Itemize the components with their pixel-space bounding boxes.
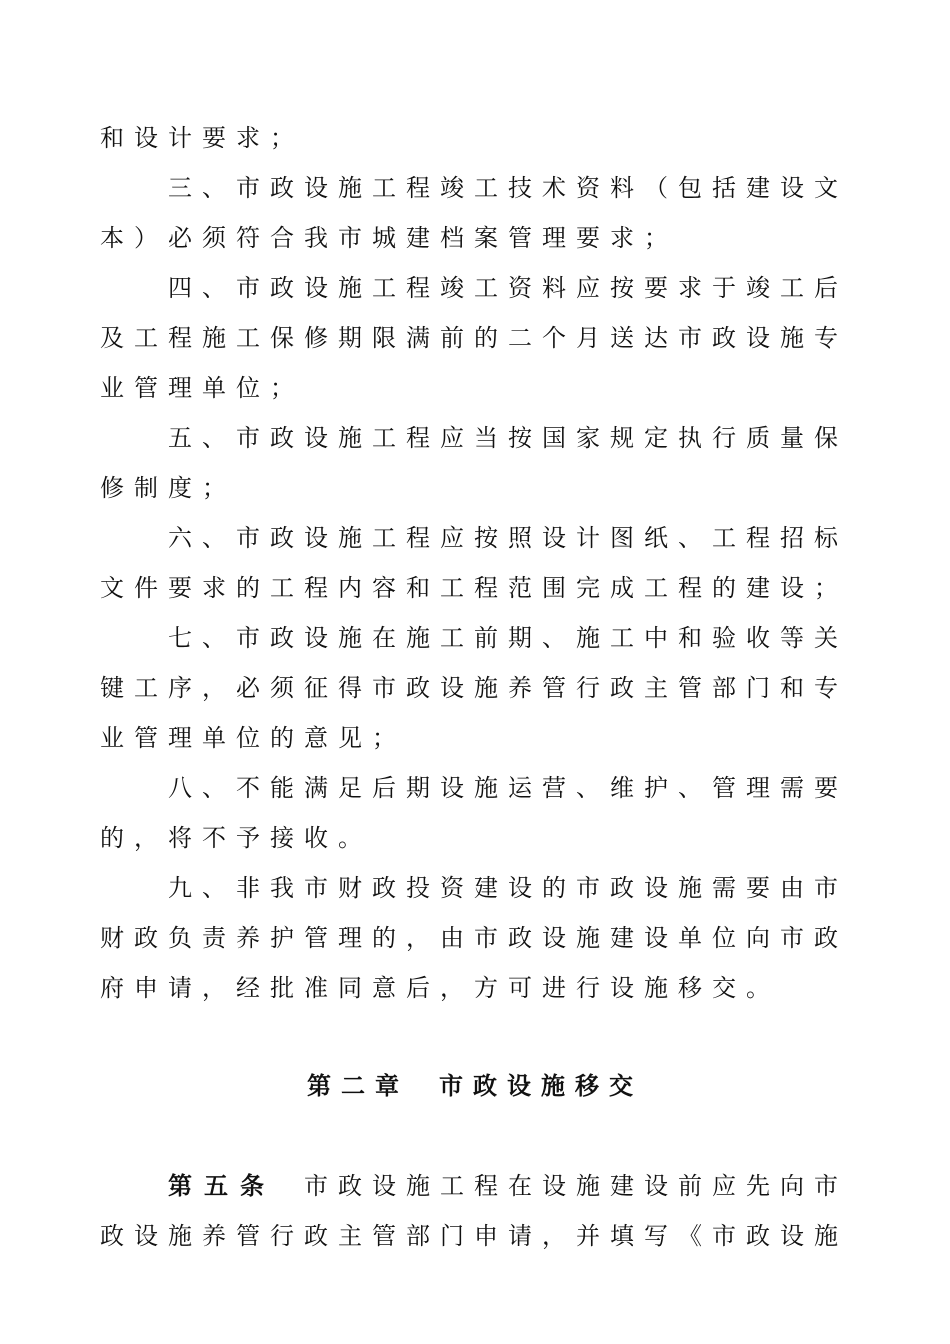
list-item-8: 八、不能满足后期设施运营、维护、管理需要 [168, 774, 848, 802]
text-line: 修制度； [100, 474, 236, 502]
list-item-5: 五、市政设施工程应当按国家规定执行质量保 [168, 424, 848, 452]
list-item-7: 七、市政设施在施工前期、施工中和验收等关 [168, 624, 848, 652]
chapter-number: 第二章 [307, 1071, 409, 1100]
article-text: 市政设施工程在设施建设前应先向市 [304, 1172, 848, 1200]
text-line: 文件要求的工程内容和工程范围完成工程的建设； [100, 574, 848, 602]
list-item-3: 三、市政设施工程竣工技术资料（包括建设文 [168, 174, 848, 202]
article-5-first-line [168, 1166, 848, 1206]
article-label: 第五条 [168, 1171, 276, 1200]
text-line: 财政负责养护管理的，由市政设施建设单位向市政 [100, 924, 848, 952]
text-line: 本）必须符合我市城建档案管理要求； [100, 224, 678, 252]
list-item-6: 六、市政设施工程应按照设计图纸、工程招标 [168, 524, 848, 552]
text-line: 及工程施工保修期限满前的二个月送达市政设施专 [100, 324, 848, 352]
text-line: 政设施养管行政主管部门申请，并填写《市政设施 [100, 1222, 848, 1250]
text-line: 府申请，经批准同意后，方可进行设施移交。 [100, 974, 780, 1002]
list-item-4: 四、市政设施工程竣工资料应按要求于竣工后 [168, 274, 848, 302]
chapter-title: 市政设施移交 [439, 1071, 643, 1100]
text-line: 业管理单位的意见； [100, 724, 406, 752]
text-line: 的，将不予接收。 [100, 824, 372, 852]
list-item-9: 九、非我市财政投资建设的市政设施需要由市 [168, 874, 848, 902]
chapter-heading [0, 1066, 950, 1106]
text-line: 键工序，必须征得市政设施养管行政主管部门和专 [100, 674, 848, 702]
text-line: 和设计要求； [100, 124, 304, 152]
text-line: 业管理单位； [100, 374, 304, 402]
